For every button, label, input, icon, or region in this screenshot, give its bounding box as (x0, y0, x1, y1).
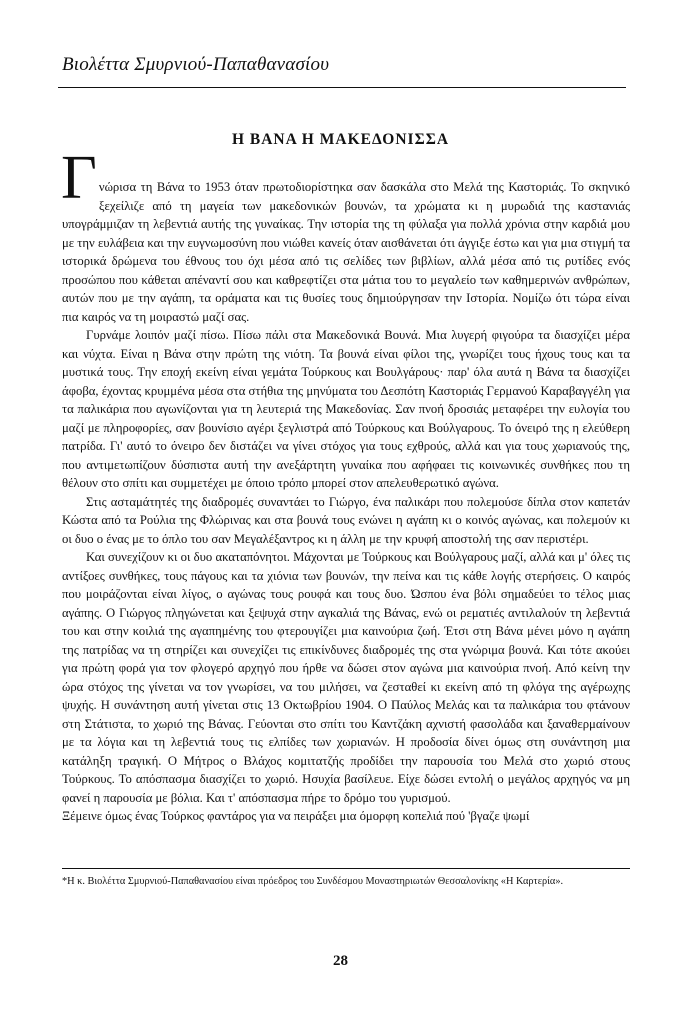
article-body (61, 144, 630, 826)
paragraph: νώρισα τη Βάνα το 1953 όταν πρωτοδιορίστηκα σαν δασκάλα στο Μελά της Καστοριάς. Το σκηνικό ξεχείλιζε από τη μαγεία των μακεδονικών βουνών, τα χρώματα κι η μυρωδιά της καστανιάς υπογράμμιζαν τη λεβεντιά αυτής της γυναίκας. Την ιστορία της τη φύλαξα για πολλά χρόνια στην καρδιά μου με την ευλάβεια και την ευγνωμοσύνη που νιώθει κανείς όταν αισθάνεται ότι άγγιξε έστω και για μια στιγμή τα ιστορικά δρώμενα του έθνους του όχι μέσα από τις σελίδες των βιβλίων, αλλά μέσα από τις ρυτίδες ενός προσώπου που κάθεται απέναντί σου και καθρεφτίζει στα μάτια του το μεγαλείο των καθημερινών ανθρώπων, αυτών που με την αγάπη, τα οράματα και τις θυσίες τους δημιούργησαν την Ιστορία. Νομίζω ότι τώρα είναι πια καιρός να τη μοιραστώ μαζί σας. (62, 180, 630, 324)
paragraph: Γυρνάμε λοιπόν μαζί πίσω. Πίσω πάλι στα Μακεδονικά Βουνά. Μια λυγερή φιγούρα τα διασχίζει μέρα και νύχτα. Είναι η Βάνα στην πρώτη της νιότη. Τα βουνά είναι φίλοι της, γνωρίζει τους ήχους τους και τα μυστικά τους. Την εποχή εκείνη είναι γεμάτα Τούρκους και Βουλγάρους· παρ' όλα αυτά η Βάνα τα διασχίζει άφοβα, έχοντας κρυμμένα μέσα στα στήθια της μηνύματα του Δεσπότη Καστοριάς Γερμανού Καραβαγγέλη για τα παλικάρια που αγωνίζονται για τη λευτεριά της Μακεδονίας. Σαν πνοή δροσιάς μεταφέρει την ευλογία του μαζί με πληροφορίες, σαν βουνίσιο αγέρι ξεγλιστρά από Τούρκους και Βούλγαρους. Το όνειρό της η ελεύθερη πατρίδα. Γι' αυτό το όνειρο δεν διστάζει να γίνει στόχος για τους εχθρούς, αλλά και για τους χωριανούς της, που αντιμετωπίζουν δύσπιστα αυτή την ανεξάρτητη γυναίκα που αφήφαει τις κοινωνικές συνθήκες που τη θέλουν στο σπίτι και συμμετέχει με όποιο τρόπο μπορεί στον απελευθερωτικό αγώνα. (62, 328, 630, 490)
footnote-rule (62, 868, 630, 869)
drop-cap: Γ (61, 144, 97, 212)
footnote: *Η κ. Βιολέττα Σμυρνιού-Παπαθανασίου είναι πρόεδρος του Συνδέσμου Μοναστηριωτών Θεσσαλονίκης «Η Καρτερία». (62, 876, 564, 887)
paragraph: Ξέμεινε όμως ένας Τούρκος φαντάρος για να πειράξει μια όμορφη κοπελιά πού 'βγαζε ψωμί (62, 809, 530, 823)
header-rule (58, 87, 626, 88)
paragraph: Στις ασταμάτητές της διαδρομές συναντάει το Γιώργο, ένα παλικάρι που πολεμούσε δίπλα στον καπετάν Κώστα από τα Ρούλια της Φλώρινας και στα βουνά τους ενώνει η αγάπη κι ο κοινός αγώνας, και πολεμούν κι οι δυο ο ένας με το όπλο του σαν Μεγαλέξαντρος κι η άλλη με την κρυφή αποστολή της σαν περιστέρι. (62, 494, 630, 546)
paragraph: Και συνεχίζουν κι οι δυο ακαταπόνητοι. Μάχονται με Τούρκους και Βούλγαρους μαζί, αλλά και μ' όλες τις αντίξοες συνθήκες, τους πάγους και τα χιόνια των βουνών, την πείνα και τις κάθε λογής στερήσεις. Ο καιρός που μοιράζονται είναι λίγος, ο αγώνας τους ρουφά και τους δυο. Ώσπου ένα βόλι σημαδεύει το τέλος μιας αγάπης. Ο Γιώργος πληγώνεται και ξεψυχά στην αγκαλιά της Βάνας, ενώ οι ρεματιές αντιλαλούν τη λεβεντιά του και στην κοιλιά της αγαπημένης του φτερουγίζει μια καινούρια ζωή. Έτσι στη Βάνα μένει μόνο η αγάπη της πατρίδας να τη στηρίζει και συνεχίζει τις επικίνδυνες διαδρομές της στα γνώριμα βουνά. Και τότε ακούει για πρώτη φορά για τον φλογερό αρχηγό που ήρθε να δώσει στον αγώνα μια καινούρια πνοή. Από κείνη την ώρα στόχος της γίνεται να τον γνωρίσει, να του μιλήσει, να ζεσταθεί κι εκείνη από τη φλόγα της αγέρωχης ψυχής. Η συνάντηση αυτή γίνεται στις 13 Οκτωβρίου 1904. Ο Παύλος Μελάς και τα παλικάρια του φτάνουν στη Στάτιστα, το χωριό της Βάνας. Γεύονται στο σπίτι του Καντζάκη αχνιστή φασολάδα και ξαναθερμαίνουν με τα λόγια και τη λεβεντιά τους τις ελπίδες των χωριανών. Η προδοσία δίνει όμως στη συνάντηση μια κατάληξη τραγική. Ο Μήτρος ο Βλάχος κομιτατζής προδίδει την παρουσία του Μελά στο χωριό στους Τούρκους. Το απόσπασμα διασχίζει το χωριό. Ησυχία βασίλευε. Είχε δώσει εντολή ο μεγάλος αρχηγός να μη φανεί η παρουσία με βόλια. Και τ' απόσπασμα πήρε το δρόμο του γυρισμού. (62, 550, 630, 805)
running-head-author: Βιολέττα Σμυρνιού-Παπαθανασίου (62, 54, 330, 75)
page-number: 28 (333, 953, 348, 969)
article-title: Η ΒΑΝΑ Η ΜΑΚΕΔΟΝΙΣΣΑ (231, 131, 450, 148)
